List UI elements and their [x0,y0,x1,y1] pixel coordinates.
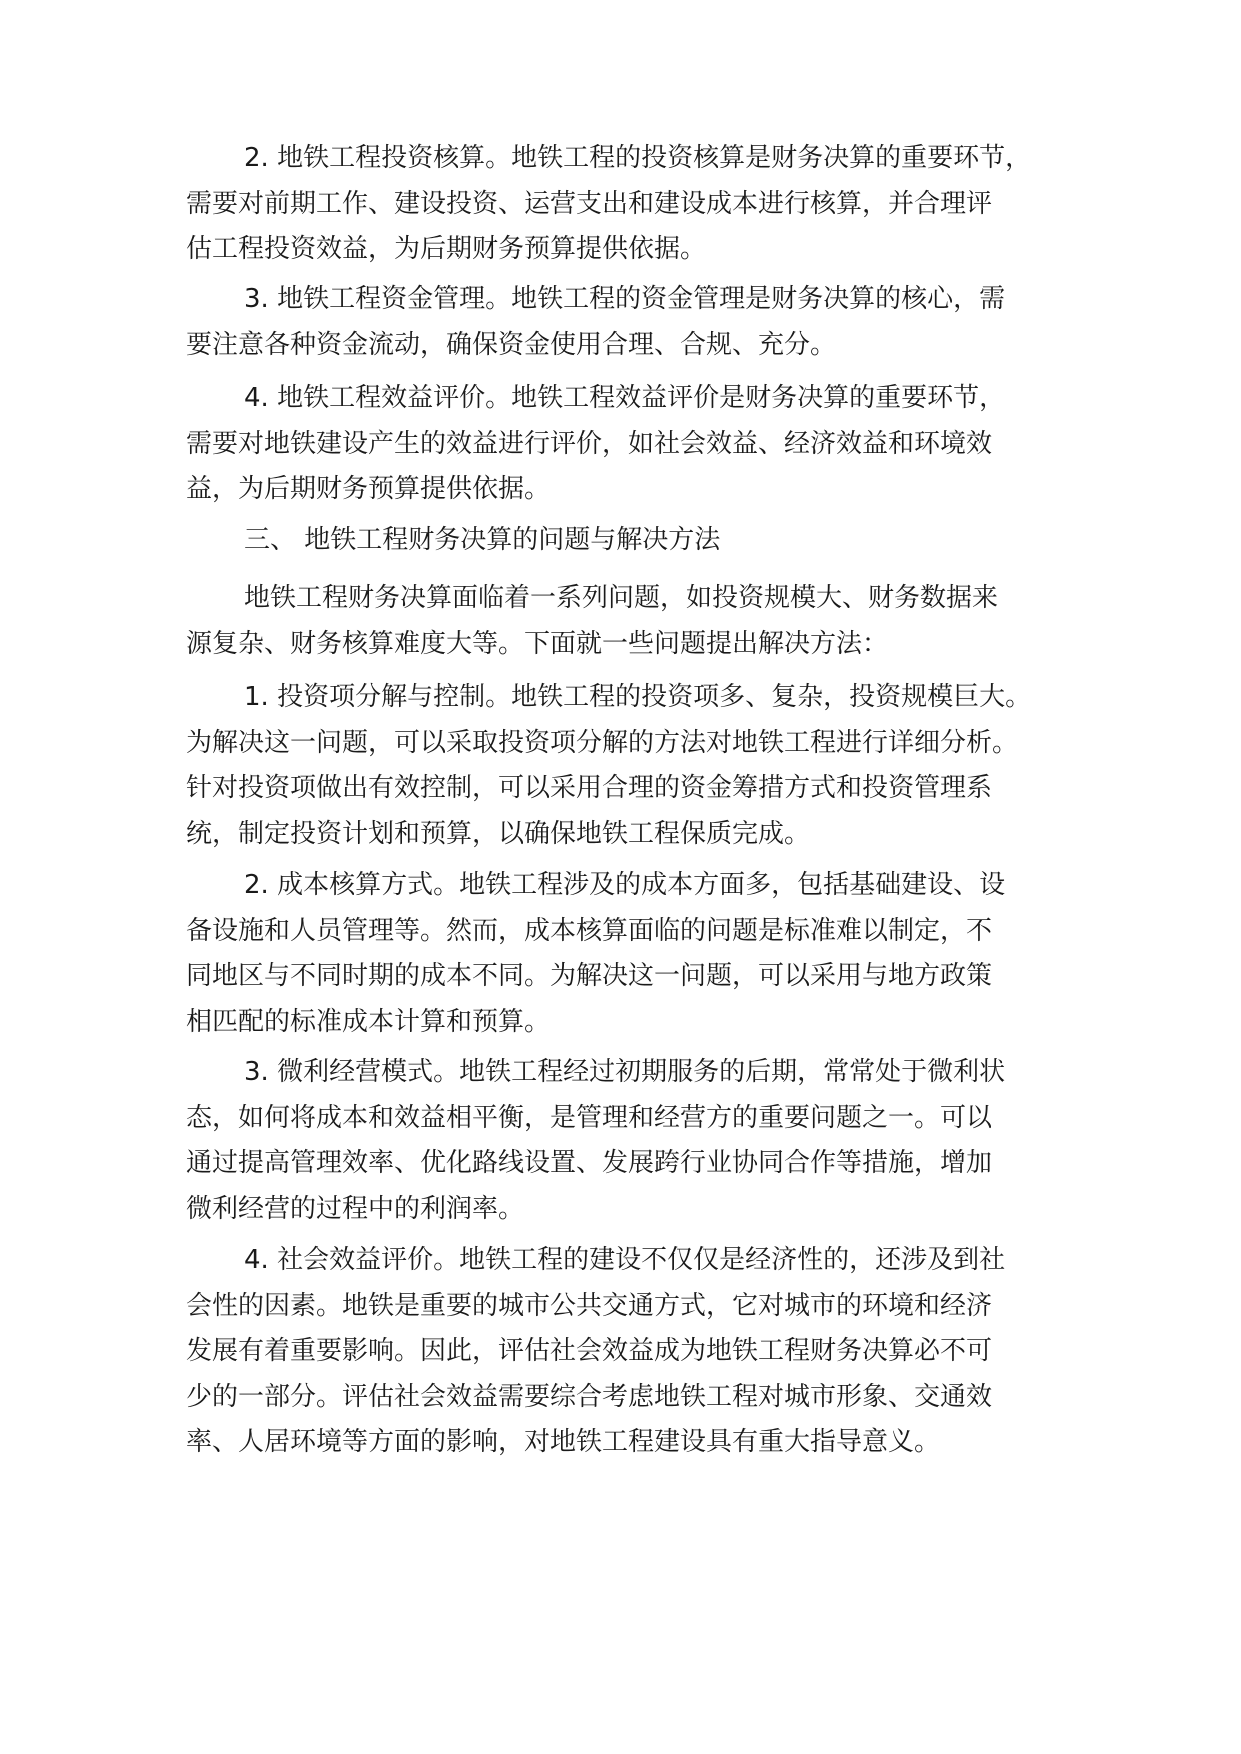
text-line: 少的一部分。评估社会效益需要综合考虑地铁工程对城市形象、交通效 [186,1381,993,1412]
text-line: 同地区与不同时期的成本不同。为解决这一问题，可以采用与地方政策 [186,961,993,991]
text-line: 相匹配的标准成本计算和预算。 [186,1006,551,1037]
text-line: 3. 地铁工程资金管理。地铁工程的资金管理是财务决算的核心，需 [244,284,1006,314]
paragraph-low-profit-model [186,1050,1066,1232]
text-line: 4. 社会效益评价。地铁工程的建设不仅仅是经济性的，还涉及到社 [244,1245,1006,1275]
text-line: 针对投资项做出有效控制，可以采用合理的资金筹措方式和投资管理系 [186,773,993,803]
paragraph-cost-accounting [186,863,1066,1045]
text-line: 态，如何将成本和效益相平衡，是管理和经营方的重要问题之一。可以 [186,1102,993,1133]
paragraph-investment-accounting [186,136,1066,273]
text-line: 为解决这一问题，可以采取投资项分解的方法对地铁工程进行详细分析。 [186,727,1019,758]
paragraph-benefit-evaluation [186,376,1066,513]
text-line: 1. 投资项分解与控制。地铁工程的投资项多、复杂，投资规模巨大。 [244,682,1032,712]
text-line: 要注意各种资金流动，确保资金使用合理、合规、充分。 [186,329,837,360]
text-line: 源复杂、财务核算难度大等。下面就一些问题提出解决方法： [186,628,889,659]
text-line: 需要对前期工作、建设投资、运营支出和建设成本进行核算，并合理评 [186,188,993,219]
text-line: 统，制定投资计划和预算，以确保地铁工程保质完成。 [186,818,811,849]
text-line: 会性的因素。地铁是重要的城市公共交通方式，它对城市的环境和经济 [186,1290,993,1321]
text-line: 率、人居环境等方面的影响，对地铁工程建设具有重大指导意义。 [186,1427,941,1457]
text-line: 地铁工程财务决算面临着一系列问题，如投资规模大、财务数据来 [244,583,999,613]
text-line: 需要对地铁建设产生的效益进行评价，如社会效益、经济效益和环境效 [186,428,993,459]
text-line: 2. 地铁工程投资核算。地铁工程的投资核算是财务决算的重要环节， [244,143,1032,173]
paragraph-social-benefit [186,1238,1066,1466]
text-line: 4. 地铁工程效益评价。地铁工程效益评价是财务决算的重要环节， [244,383,1006,413]
text-line: 3. 微利经营模式。地铁工程经过初期服务的后期，常常处于微利状 [244,1057,1006,1087]
text-line: 通过提高管理效率、优化路线设置、发展跨行业协同合作等措施，增加 [186,1148,993,1178]
section-heading-3 [186,518,1066,564]
text-line: 备设施和人员管理等。然而，成本核算面临的问题是标准难以制定，不 [186,915,993,946]
paragraph-problems-intro [186,576,1066,667]
paragraph-investment-decomposition [186,675,1066,857]
text-line: 2. 成本核算方式。地铁工程涉及的成本方面多，包括基础建设、设 [244,870,1006,900]
text-line: 微利经营的过程中的利润率。 [186,1193,525,1224]
text-line: 估工程投资效益，为后期财务预算提供依据。 [186,234,707,264]
paragraph-fund-management [186,277,1066,368]
text-line: 发展有着重要影响。因此，评估社会效益成为地铁工程财务决算必不可 [186,1336,993,1366]
section-heading-text: 三、 地铁工程财务决算的问题与解决方法 [244,525,721,555]
text-line: 益，为后期财务预算提供依据。 [186,474,551,504]
